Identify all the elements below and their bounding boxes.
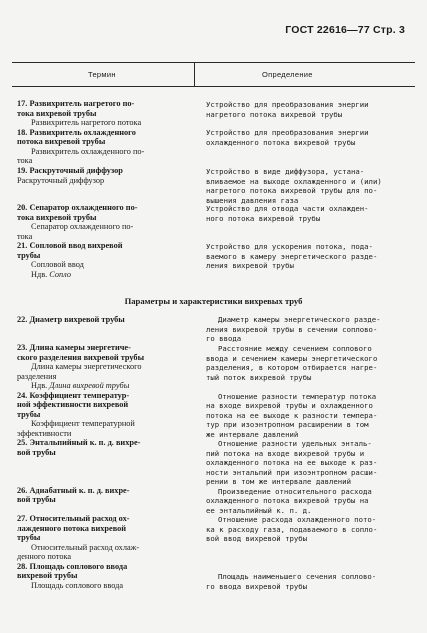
param-24-line-2: ной эффективности вихревой <box>17 400 129 409</box>
param-24-line-1: 24. Коэффициент температур- <box>17 390 130 400</box>
def-17-line-1: Устройство для преобразования энергии <box>206 100 369 109</box>
def-17-line-2: нагретого потока вихревой трубы <box>206 109 343 119</box>
param-23-synonym-2: разделения <box>17 371 57 381</box>
def-21-line-2: ваемого в камеру энергетического разде- <box>206 251 378 261</box>
param-27-synonym-2: денного потока <box>17 552 72 561</box>
term-18-synonym-2: тока <box>17 156 33 165</box>
def-26-line-1: Произведение относительного расхода <box>218 486 372 496</box>
param-27-line-2: лажденного потока вихревой <box>17 523 127 533</box>
param-26-line-1: 26. Адиабатный к. п. д. вихре- <box>17 485 130 495</box>
column-divider <box>194 62 195 86</box>
def-25-line-3: охлажденного потока на ее выходе к раз- <box>206 458 378 467</box>
param-28-synonym: Площадь соплового ввода <box>31 580 124 590</box>
def-25-line-5: рении в том же интервале давлений <box>206 477 351 486</box>
param-23-line-2: ского разделения вихревой трубы <box>17 352 145 362</box>
term-20-line-2: тока вихревой трубы <box>17 212 97 222</box>
def-21-line-3: ления вихревой трубы <box>206 261 294 270</box>
def-23-line-3: разделения, в котором отбирается нагре- <box>206 363 378 372</box>
def-23-line-1: Расстояние между сечением соплового <box>218 344 372 353</box>
param-26-line-2: вой трубы <box>17 495 56 504</box>
def-19-line-1: Устройство в виде диффузора, устана- <box>206 167 365 176</box>
param-23-ndv <box>31 381 129 391</box>
ndv-label: Ндв. <box>31 269 48 279</box>
term-21-synonym: Сопловой ввод <box>31 260 84 269</box>
param-25-line-1: 25. Энтальпийный к. п. д. вихре- <box>17 438 141 447</box>
param-24-synonym-1: Коэффициент температурной <box>31 419 135 428</box>
def-22-line-1: Диаметр камеры энергетического разде- <box>218 315 381 324</box>
def-27-line-3: вой ввод вихревой трубы <box>206 534 308 543</box>
page-header: ГОСТ 22616—77 Стр. 3 <box>285 24 405 36</box>
term-20-synonym-2: тока <box>17 231 33 241</box>
term-21-line-1: 21. Сопловой ввод вихревой <box>17 241 123 250</box>
section-title: Параметры и характеристики вихревых труб <box>124 296 303 306</box>
def-18-line-2: охлажденного потока вихревой трубы <box>206 137 356 147</box>
def-20-line-1: Устройство для отвода части охлажден- <box>206 204 369 213</box>
param-27-synonym-1: Относительный расход охлаж- <box>31 542 140 552</box>
term-18-line-2: потока вихревой трубы <box>17 137 106 146</box>
column-header-definition: Определение <box>262 70 313 79</box>
def-24-line-4: тур при изоэнтропном расширении в том <box>206 420 369 429</box>
term-17-line-1: 17. Развихритель нагретого по- <box>17 99 135 108</box>
def-27-line-1: Отношение расхода охлажденного пото- <box>218 515 377 524</box>
def-26-line-2: охлажденного потока вихревой трубы на <box>206 496 369 505</box>
ndv-label: Ндв. <box>31 381 48 390</box>
def-25-line-2: пий потока на входе вихревой трубы и <box>206 448 365 458</box>
table-top-rule <box>12 62 415 63</box>
def-24-line-2: на входе вихревой трубы и охлажденного <box>206 401 373 410</box>
def-19-line-3: нагретого потока вихревой трубы для по- <box>206 186 378 195</box>
def-23-line-4: тый поток вихревой трубы <box>206 372 312 382</box>
term-17-line-2: тока вихревой трубы <box>17 108 97 118</box>
ndv-term: Длина вихревой трубы <box>49 381 130 390</box>
def-28-line-2: го ввода вихревой трубы <box>206 581 308 591</box>
def-28-line-1: Площадь наименьшего сечения соплово- <box>218 572 377 581</box>
def-22-line-3: го ввода <box>206 334 242 343</box>
ndv-term: Сопло <box>49 269 72 279</box>
def-20-line-2: ного потока вихревой трубы <box>206 213 321 223</box>
def-18-line-1: Устройство для преобразования энергии <box>206 128 369 137</box>
term-19-synonym: Раскруточный диффузор <box>17 175 105 185</box>
param-23-synonym-1: Длина камеры энергетического <box>31 362 142 371</box>
def-25-line-4: ности энтальпий при изоэнтропном расши- <box>206 467 378 477</box>
param-28-line-2: вихревой трубы <box>17 571 78 580</box>
param-24-line-3: трубы <box>17 409 41 419</box>
def-23-line-2: ввода и сечением камеры энергетического <box>206 353 378 363</box>
param-23-line-1: 23. Длина камеры энергетиче- <box>17 343 131 352</box>
def-24-line-1: Отношение разности температур потока <box>218 391 377 401</box>
def-24-line-5: же интервале давлений <box>206 429 299 439</box>
term-18-synonym-1: Развихритель охлажденного по- <box>31 146 145 156</box>
param-24-synonym-2: эффективности <box>17 428 72 438</box>
term-21-line-2: трубы <box>17 250 41 260</box>
def-19-line-4: вышения давления газа <box>206 195 299 205</box>
term-21-ndv <box>31 270 71 280</box>
term-18-line-1: 18. Развихритель охлажденного <box>17 127 136 137</box>
def-22-line-2: ления вихревой трубы в сечении соплово- <box>206 324 378 334</box>
column-header-term: Термин <box>88 70 116 79</box>
term-20-synonym-1: Сепаратор охлажденного по- <box>31 222 134 231</box>
def-26-line-3: ее энтальпийный к. п. д. <box>206 505 312 515</box>
def-24-line-3: потока на ее выходе к разности темпера- <box>206 410 378 420</box>
param-25-line-2: вой трубы <box>17 447 56 457</box>
param-28-line-1: 28. Площадь соплового ввода <box>17 561 128 571</box>
term-19-line-1: 19. Раскруточный диффузор <box>17 166 123 175</box>
term-17-synonym: Развихритель нагретого потока <box>31 118 142 127</box>
table-header-rule <box>12 86 415 87</box>
def-27-line-2: ка к расходу газа, подаваемого в сопло- <box>206 524 378 534</box>
def-21-line-1: Устройство для ускорения потока, пода- <box>206 242 373 251</box>
def-25-line-1: Отношение разности удельных энталь- <box>218 439 372 448</box>
term-20-line-1: 20. Сепаратор охлажденного по- <box>17 203 138 212</box>
param-22-line-1: 22. Диаметр вихревой трубы <box>17 315 125 324</box>
param-27-line-1: 27. Относительный расход ох- <box>17 514 130 523</box>
param-27-line-3: трубы <box>17 533 41 542</box>
def-19-line-2: вливаемое на выходе охлажденного и (или) <box>206 176 382 186</box>
